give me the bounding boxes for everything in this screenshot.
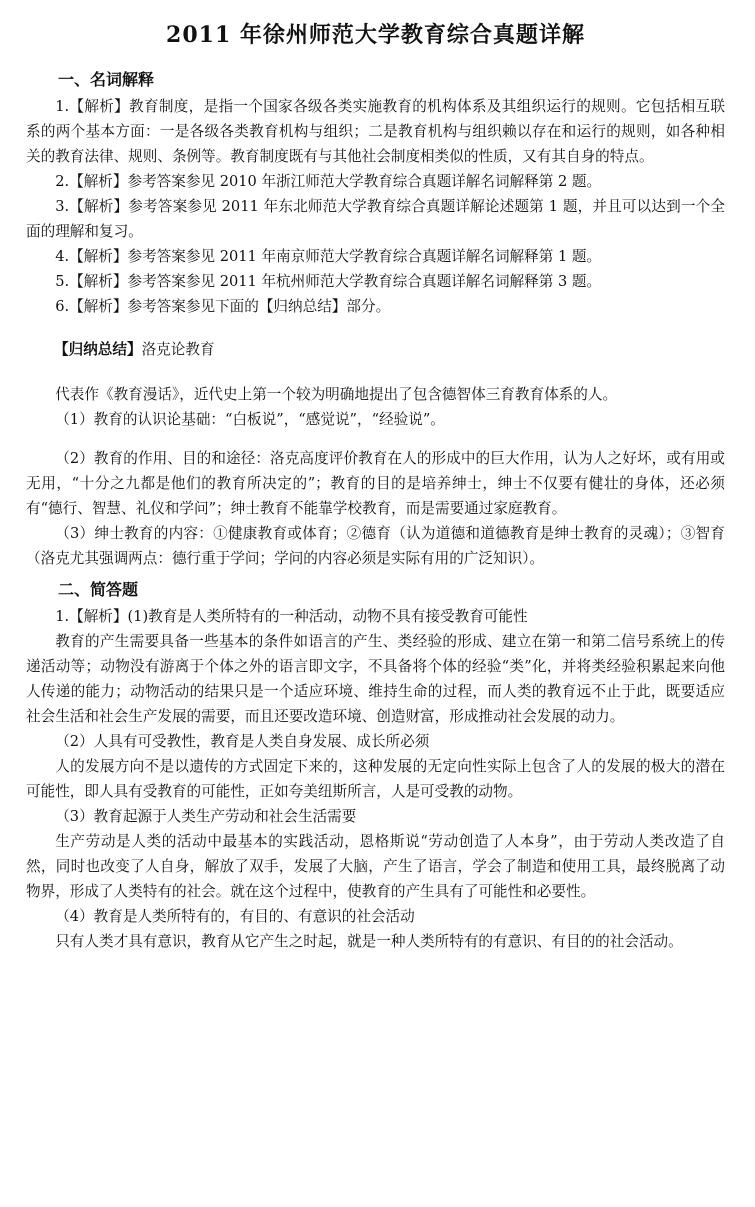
summary-paragraph-1: 代表作《教育漫话》，近代史上第一个较为明确地提出了包含德智体三育教育体系的人。 bbox=[55, 386, 618, 403]
summary-paragraph-3: （2）教育的作用、目的和途径：洛克高度评价教育在人的形成中的巨大作用，认为人之好坏，或有用或无用，“十分之九都是他们的教育所决定的”；教育的目的是培养绅士，绅士不仅要有健壮的身体，还必须有“德行、智慧、礼仪和学问”；绅士教育不能靠学校教育，而是需要通过家庭教育。 bbox=[26, 450, 725, 517]
section-heading-terms: 一、名词解释 bbox=[58, 70, 155, 89]
section-heading-short-answer: 二、简答题 bbox=[58, 580, 139, 599]
short-answer-body-2: 人的发展方向不是以遗传的方式固定下来的，这种发展的无定向性实际上包含了人的发展的极大的潜在可能性，即人具有受教育的可能性，正如夸美纽斯所言，人是可受教的动物。 bbox=[26, 758, 725, 800]
summary-paragraph-4: （3）绅士教育的内容：①健康教育或体育；②德育（认为道德和道德教育是绅士教育的灵魂）；③智育（洛克尤其强调两点：德行重于学问；学问的内容必须是实际有用的广泛知识）。 bbox=[26, 525, 725, 567]
term-answer-3: 3.【解析】参考答案参见 2011 年东北师范大学教育综合真题详解论述题第 1 题，并且可以达到一个全面的理解和复习。 bbox=[26, 198, 725, 240]
short-answer-body-3: 生产劳动是人类的活动中最基本的实践活动，恩格斯说“劳动创造了人本身”，由于劳动人类改造了自然，同时也改变了人自身，解放了双手，发展了大脑，产生了语言，学会了制造和使用工具，最终脱离了动物界，形成了人类特有的社会。就在这个过程中，使教育的产生具有了可能性和必要性。 bbox=[26, 833, 725, 900]
term-answer-4: 4.【解析】参考答案参见 2011 年南京师范大学教育综合真题详解名词解释第 1 题。 bbox=[55, 248, 602, 265]
spacer bbox=[26, 432, 725, 446]
short-answer-point-2: （2）人具有可受教性，教育是人类自身发展、成长所必须 bbox=[55, 733, 430, 750]
short-answer-body-4: 只有人类才具有意识，教育从它产生之时起，就是一种人类所特有的有意识、有目的的社会活动。 bbox=[55, 933, 683, 950]
short-answer-body-1: 教育的产生需要具备一些基本的条件如语言的产生、类经验的形成、建立在第一和第二信号系统上的传递活动等；动物没有游离于个体之外的语言即文字，不具备将个体的经验“类”化，并将类经验积累起来向他人传递的能力；动物活动的结果只是一个适应环境、维持生命的过程，而人类的教育远不止于此，既要适应社会生活和社会生产发展的需要，而且还要改造环境、创造财富，形成推动社会发展的动力。 bbox=[26, 633, 725, 725]
term-answer-6: 6.【解析】参考答案参见下面的【归纳总结】部分。 bbox=[55, 298, 391, 315]
summary-heading bbox=[54, 337, 725, 362]
short-answer-point-4: （4）教育是人类所特有的，有目的、有意识的社会活动 bbox=[55, 908, 415, 925]
short-answer-point-1: 1.【解析】(1)教育是人类所特有的一种活动，动物不具有接受教育可能性 bbox=[55, 608, 528, 625]
short-answer-point-3: （3）教育起源于人类生产劳动和社会生活需要 bbox=[55, 808, 357, 825]
summary-topic: 洛克论教育 bbox=[141, 341, 215, 358]
summary-paragraph-2: （1）教育的认识论基础：“白板说”，“感觉说”，“经验说”。 bbox=[55, 411, 445, 428]
term-answer-5: 5.【解析】参考答案参见 2011 年杭州师范大学教育综合真题详解名词解释第 3 题。 bbox=[55, 273, 602, 290]
term-answer-2: 2.【解析】参考答案参见 2010 年浙江师范大学教育综合真题详解名词解释第 2 题。 bbox=[55, 173, 602, 190]
term-answer-1: 1.【解析】教育制度，是指一个国家各级各类实施教育的机构体系及其组织运行的规则。它包括相互联系的两个基本方面：一是各级各类教育机构与组织；二是教育机构与组织赖以存在和运行的规则，如各种相关的教育法律、规则、条例等。教育制度既有与其他社会制度相类似的性质，又有其自身的特点。 bbox=[26, 98, 725, 165]
page-title: 2011 年徐州师范大学教育综合真题详解 bbox=[166, 22, 585, 48]
summary-tag-label: 【归纳总结】 bbox=[54, 341, 142, 358]
